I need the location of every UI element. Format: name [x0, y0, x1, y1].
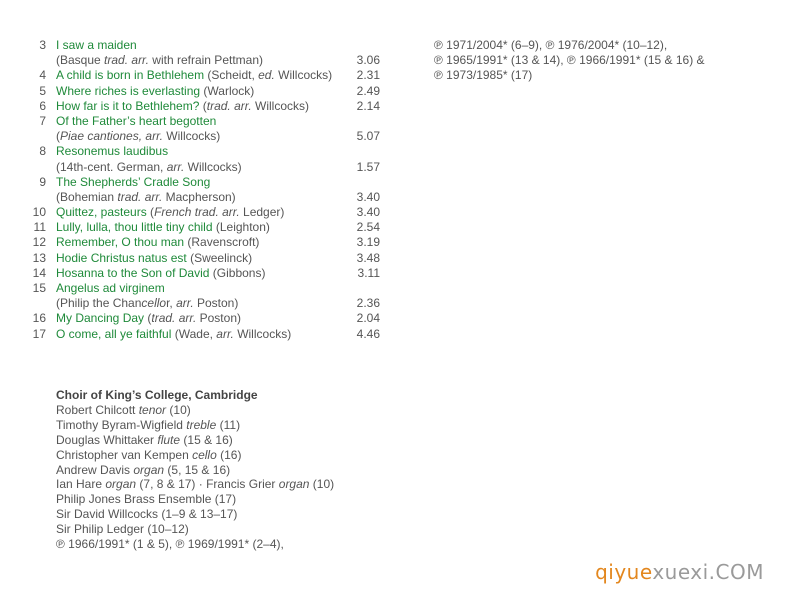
track-composer-note: (Wade, arr. Willcocks)	[171, 326, 292, 341]
track-row	[28, 144, 380, 159]
track-composer-note: (Ravenscroft)	[184, 235, 260, 250]
track-number: 17	[32, 326, 46, 341]
track-text	[56, 144, 168, 159]
watermark-part-a: qiyue	[595, 560, 653, 584]
track-duration: 2.31	[356, 68, 380, 83]
track-composer-note: (Warlock)	[200, 83, 255, 98]
track-row	[28, 129, 380, 144]
track-number: 15	[32, 281, 46, 295]
track-title: Where riches is everlasting	[56, 83, 201, 98]
copyright-line: ℗ 1971/2004* (6–9), ℗ 1976/2004* (10–12),	[434, 38, 668, 52]
track-composer-note: (Bohemian trad. arr. Macpherson)	[56, 189, 236, 204]
track-row	[28, 266, 380, 281]
track-duration: 3.48	[356, 250, 380, 265]
track-text	[56, 53, 263, 68]
track-duration: 3.40	[356, 205, 380, 220]
track-duration: 2.49	[356, 83, 380, 98]
track-row	[28, 190, 380, 205]
track-number: 13	[32, 250, 46, 265]
track-title: Quittez, pasteurs	[56, 205, 147, 220]
track-title: The Shepherds’ Cradle Song	[56, 174, 211, 189]
track-duration: 3.11	[357, 265, 380, 280]
track-duration: 2.14	[356, 98, 380, 113]
credit-line: Christopher van Kempen cello (16)	[56, 447, 242, 462]
credit-line: Ian Hare organ (7, 8 & 17) · Francis Grier organ (10)	[56, 477, 335, 492]
track-number: 11	[33, 220, 46, 235]
track-text	[56, 281, 165, 296]
track-number: 3	[39, 38, 46, 52]
track-text	[56, 220, 270, 235]
track-composer-note: (Basque trad. arr. with refrain Pettman)	[56, 53, 263, 68]
track-title: Remember, O thou man	[56, 235, 185, 250]
track-text	[56, 296, 238, 311]
track-composer-note: (French trad. arr. Ledger)	[146, 205, 285, 220]
track-number: 4	[39, 68, 46, 83]
track-number: 6	[39, 98, 46, 113]
track-duration: 2.36	[356, 296, 380, 311]
track-duration: 2.04	[356, 311, 380, 326]
track-number: 7	[39, 113, 46, 128]
track-row	[28, 68, 380, 83]
phonographic-copyright-block	[434, 38, 774, 84]
credit-line: Douglas Whittaker flute (15 & 16)	[56, 432, 233, 447]
track-composer-note: (Leighton)	[212, 220, 270, 235]
choir-heading: Choir of King’s College, Cambridge	[56, 388, 258, 402]
track-title: Angelus ad virginem	[56, 281, 165, 295]
credit-line: Timothy Byram-Wigfield treble (11)	[56, 417, 241, 432]
track-text	[56, 114, 216, 129]
track-list	[28, 38, 380, 342]
track-duration: 1.57	[356, 159, 380, 174]
track-row	[28, 84, 380, 99]
track-number: 9	[39, 174, 46, 189]
track-composer-note: (trad. arr. Willcocks)	[199, 98, 309, 113]
copyright-line: ℗ 1965/1991* (13 & 14), ℗ 1966/1991* (15 & 16) &	[434, 53, 705, 68]
track-text	[56, 235, 259, 250]
track-text	[56, 38, 137, 53]
track-text	[56, 84, 254, 99]
track-row	[28, 327, 380, 342]
watermark-part-b: xuexi.COM	[652, 560, 764, 584]
credit-line: Philip Jones Brass Ensemble (17)	[56, 492, 237, 507]
track-duration: 2.54	[356, 220, 380, 235]
track-row	[28, 38, 380, 53]
track-composer-note: (Sweelinck)	[186, 250, 253, 265]
track-number: 8	[39, 144, 46, 159]
track-text	[56, 205, 284, 220]
track-number: 10	[32, 205, 46, 220]
track-number: 16	[32, 311, 46, 326]
track-row	[28, 220, 380, 235]
track-duration: 3.19	[356, 235, 380, 250]
track-row	[28, 99, 380, 114]
track-text	[56, 327, 291, 342]
track-title: I saw a maiden	[56, 38, 137, 52]
track-text	[56, 266, 265, 281]
track-row	[28, 235, 380, 250]
track-title: Hodie Christus natus est	[56, 250, 187, 265]
track-row	[28, 251, 380, 266]
track-text	[56, 129, 220, 144]
performer-credits	[56, 387, 396, 552]
credit-line: Sir David Willcocks (1–9 & 13–17)	[56, 507, 238, 522]
credit-line: Robert Chilcott tenor (10)	[56, 403, 191, 417]
track-composer-note: (Philip the Chancellor, arr. Poston)	[56, 296, 239, 311]
track-row	[28, 160, 380, 175]
track-row	[28, 296, 380, 311]
track-duration: 3.40	[356, 189, 380, 204]
track-composer-note: (trad. arr. Poston)	[144, 311, 241, 326]
track-composer-note: (Piae cantiones, arr. Willcocks)	[56, 129, 221, 144]
track-title: Of the Father’s heart begotten	[56, 113, 217, 128]
track-number: 14	[32, 265, 46, 280]
track-number: 12	[32, 235, 46, 250]
track-duration: 4.46	[356, 326, 380, 341]
track-duration: 3.06	[356, 53, 380, 68]
track-text	[56, 160, 242, 175]
track-text	[56, 175, 210, 190]
site-watermark	[595, 560, 764, 584]
track-title: O come, all ye faithful	[56, 326, 172, 341]
credit-line: ℗ 1966/1991* (1 & 5), ℗ 1969/1991* (2–4),	[56, 537, 284, 552]
track-composer-note: (Gibbons)	[209, 265, 266, 280]
track-title: Resonemus laudibus	[56, 144, 169, 159]
track-row	[28, 53, 380, 68]
track-number: 5	[39, 83, 46, 98]
track-title: Lully, lulla, thou little tiny child	[56, 220, 213, 235]
track-composer-note: (14th-cent. German, arr. Willcocks)	[56, 159, 242, 174]
copyright-line: ℗ 1973/1985* (17)	[434, 68, 533, 83]
track-row	[28, 175, 380, 190]
track-text	[56, 68, 332, 83]
credit-line: Sir Philip Ledger (10–12)	[56, 522, 189, 537]
track-text	[56, 311, 241, 326]
credit-line: Andrew Davis organ (5, 15 & 16)	[56, 462, 231, 477]
track-text	[56, 99, 309, 114]
track-row	[28, 311, 380, 326]
track-row	[28, 205, 380, 220]
track-title: How far is it to Bethlehem?	[56, 98, 200, 113]
track-title: My Dancing Day	[56, 311, 145, 326]
track-title: Hosanna to the Son of David	[56, 265, 210, 280]
track-row	[28, 114, 380, 129]
track-row	[28, 281, 380, 296]
track-text	[56, 190, 236, 205]
track-duration: 5.07	[356, 129, 380, 144]
track-text	[56, 251, 252, 266]
track-title: A child is born in Bethlehem	[56, 68, 205, 83]
track-composer-note: (Scheidt, ed. Willcocks)	[204, 68, 333, 83]
